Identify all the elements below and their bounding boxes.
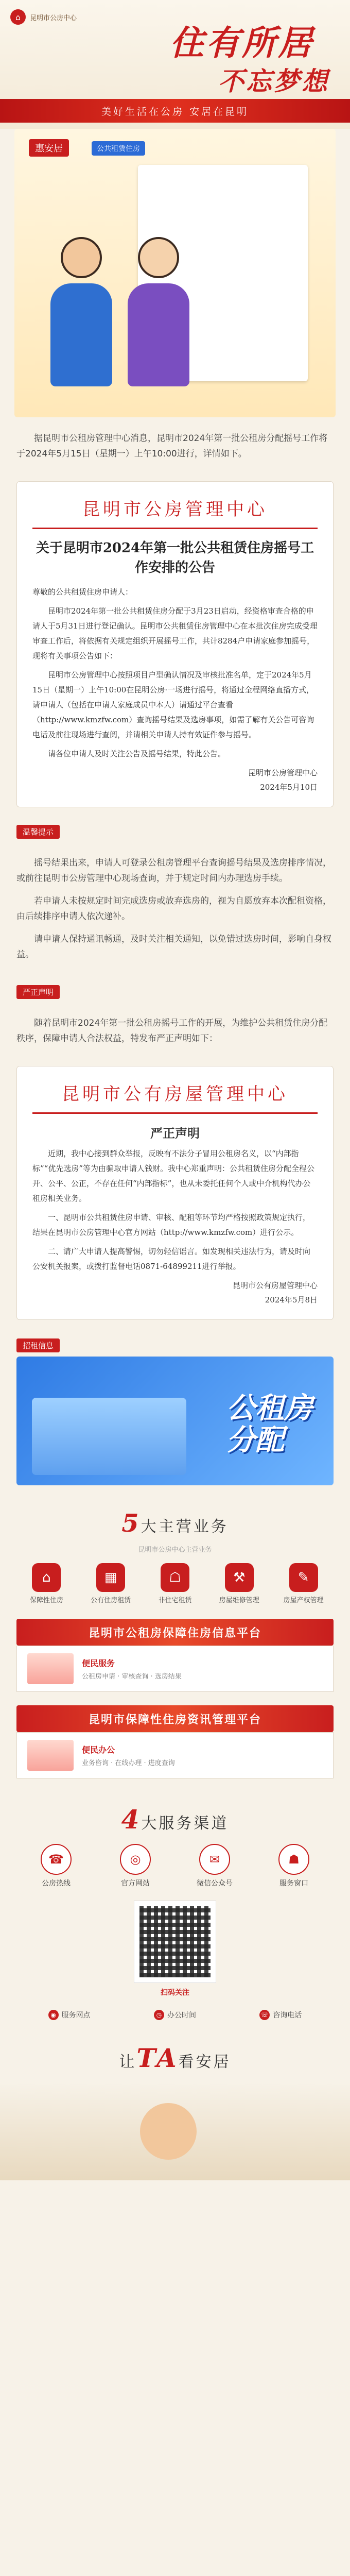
counter-icon: ☗	[278, 1844, 309, 1875]
intro-section	[0, 417, 350, 474]
tips-paragraph: 若申请人未按规定时间完成选房或放弃选房的，视为自愿放弃本次配租资格，由后续排序申请人依次递补。	[16, 896, 331, 922]
channel-item[interactable]	[266, 1844, 322, 1888]
service-item[interactable]	[21, 1563, 72, 1605]
declare-sign-org: 昆明市公有房屋管理中心	[232, 1281, 318, 1290]
channels-heading	[0, 1804, 350, 1835]
declare-lead	[0, 1002, 350, 1059]
footer-illustration	[0, 2082, 350, 2180]
slogan-line1: 住有所居	[170, 23, 314, 63]
promo-chip: 招租信息	[16, 1338, 60, 1352]
footer-prefix: 让	[119, 2053, 137, 2071]
footer-heading	[0, 2043, 350, 2073]
shop-icon: ☖	[161, 1563, 189, 1592]
tools-icon: ⚒	[225, 1563, 254, 1592]
channel-label: 公房热线	[42, 1879, 71, 1888]
platform-bar-2[interactable]: 昆明市保障性住房资讯管理平台	[16, 1705, 334, 1732]
chat-icon: ✉	[199, 1844, 230, 1875]
declare-sign-date: 2024年5月8日	[265, 1295, 318, 1304]
qr-label: 扫码关注	[161, 1989, 189, 1997]
platform-card-2[interactable]	[16, 1732, 334, 1778]
services-title: 大主营业务	[141, 1518, 229, 1536]
city-graphic	[32, 1398, 186, 1475]
service-label: 房屋维修管理	[219, 1597, 259, 1604]
banner-ribbon: 美好生活在公房 安居在昆明	[0, 99, 350, 123]
doc-icon: ✎	[289, 1563, 318, 1592]
tips-chip: 温馨提示	[16, 825, 60, 839]
platform-bar-1[interactable]: 昆明市公租房保障住房信息平台	[16, 1619, 334, 1646]
platform-title: 便民服务	[82, 1658, 115, 1668]
qr-code[interactable]	[134, 1901, 216, 1983]
notice-card	[16, 481, 334, 807]
logo-text: 昆明市公房中心	[30, 14, 77, 22]
location-icon: ◉	[48, 2010, 59, 2020]
home-icon: ⌂	[32, 1563, 61, 1592]
service-label: 公有住房租赁	[91, 1597, 131, 1604]
notice-paragraph: 昆明市2024年第一批公共租赁住房分配于3月23日启动，经资格审查合格的申请人于5月31日进行登记确认。昆明市公共租赁住房管理中心在本批次住房完成受理审查工作后，将依据有关规定组织开展摇号工作，共计8284户申请家庭参加摇号，现将有关事项公告如下：	[32, 606, 318, 660]
notice-title: 关于昆明市2024年第一批公共租赁住房摇号工作安排的公告	[36, 540, 314, 575]
services-subtitle: 昆明市公房中心主营业务	[138, 1546, 212, 1554]
hero-banner	[0, 0, 350, 129]
service-label: 非住宅租赁	[158, 1597, 192, 1604]
promo-line1: 公租房	[226, 1392, 313, 1425]
declare-org: 昆明市公有房屋管理中心	[32, 1080, 318, 1114]
footer-ta: TA	[136, 2043, 179, 2073]
notice-body	[32, 585, 318, 794]
mini-label: 咨询电话	[273, 2011, 302, 2020]
slogan-line2: 不忘梦想	[218, 66, 329, 96]
platform-thumbnail	[27, 1653, 74, 1684]
services-row	[14, 1563, 336, 1605]
mini-item[interactable]	[48, 2010, 91, 2020]
hand-graphic	[140, 2103, 197, 2160]
footer-suffix: 看安居	[178, 2053, 231, 2071]
platform-desc: 业务咨询 · 在线办理 · 进度查询	[82, 1759, 175, 1767]
service-label: 保障性住房	[29, 1597, 63, 1604]
notice-sign-date: 2024年5月10日	[260, 783, 318, 792]
building-icon: ▦	[96, 1563, 125, 1592]
declare-paragraph: 一、昆明市公共租赁住房申请、审核、配租等环节均严格按照政策规定执行，结果在昆明市公房管理中心官方网站（http://www.kmzfw.com）进行公示。	[32, 1213, 311, 1237]
mini-info-row	[16, 2010, 334, 2020]
tips-paragraph: 摇号结果出来，申请人可登录公租房管理平台查询摇号结果及选房排序情况，或前往昆明市公房管理中心现场查询，并于规定时间内办理选房手续。	[16, 858, 331, 884]
mini-item[interactable]	[259, 2010, 302, 2020]
declare-paragraph: 二、请广大申请人提高警惕，切勿轻信谣言。如发现相关违法行为，请及时向公安机关报案，或拨打监督电话0871-64899211进行举报。	[32, 1247, 311, 1271]
person-figure	[122, 237, 195, 402]
qr-section	[0, 1901, 350, 1997]
channel-item[interactable]	[107, 1844, 164, 1888]
service-item[interactable]	[278, 1563, 329, 1605]
platform-desc: 公租房申请 · 审核查询 · 选房结果	[82, 1673, 182, 1681]
channels-title: 大服务渠道	[141, 1815, 229, 1833]
channels-count: 4	[121, 1804, 142, 1835]
services-count: 5	[121, 1509, 141, 1538]
channel-item[interactable]	[186, 1844, 243, 1888]
promo-line2: 分配	[226, 1423, 284, 1457]
intro-paragraph: 据昆明市公租房管理中心消息，昆明市2024年第一批公租房分配摇号工作将于2024年5月15日（星期一）上午10:00进行，详情如下。	[16, 433, 328, 459]
mini-item[interactable]	[154, 2010, 196, 2020]
hotline-icon: ☏	[259, 2010, 270, 2020]
service-item[interactable]	[214, 1563, 265, 1605]
notice-sign-org: 昆明市公房管理中心	[248, 768, 318, 777]
illustration-tag: 惠安居	[29, 139, 69, 157]
person-figure	[45, 237, 117, 402]
declare-lead-paragraph: 随着昆明市2024年第一批公租房摇号工作的开展，为维护公共租赁住房分配秩序，保障申请人合法权益，特发布严正声明如下：	[16, 1018, 328, 1044]
clock-icon: ◷	[154, 2010, 164, 2020]
mini-label: 服务网点	[61, 2011, 91, 2020]
site-logo[interactable]	[10, 9, 77, 25]
tips-section	[0, 842, 350, 975]
platform-card-1[interactable]	[16, 1646, 334, 1692]
platform-thumbnail	[27, 1740, 74, 1771]
notice-paragraph: 请各位申请人及时关注公告及摇号结果，特此公告。	[48, 749, 226, 758]
illustration-subtag: 公共租赁住房	[92, 141, 145, 156]
service-label: 房屋产权管理	[283, 1597, 324, 1604]
declaration-card	[16, 1066, 334, 1320]
notice-org: 昆明市公房管理中心	[32, 495, 318, 529]
channel-item[interactable]	[28, 1844, 84, 1888]
declare-body	[32, 1146, 318, 1307]
mini-label: 办公时间	[167, 2011, 196, 2020]
promo-text	[226, 1393, 313, 1456]
declare-chip: 严正声明	[16, 985, 60, 999]
phone-icon: ☎	[41, 1844, 72, 1875]
service-item[interactable]	[149, 1563, 201, 1605]
platform-title: 便民办公	[82, 1745, 115, 1755]
declare-paragraph: 近期，我中心接到群众举报，反映有不法分子冒用公租房名义，以“内部指标”“优先选房”等为由骗取申请人钱财。我中心郑重声明：公共租赁住房分配全程公开、公平、公正，不存在任何“内部指标”，也从未委托任何个人或中介机构代办公租房相关业务。	[32, 1149, 315, 1203]
web-icon: ◎	[120, 1844, 151, 1875]
channel-label: 官方网站	[121, 1879, 150, 1888]
channel-label: 微信公众号	[197, 1879, 233, 1888]
declare-title: 严正声明	[150, 1126, 200, 1141]
promo-banner[interactable]	[16, 1357, 334, 1485]
notice-greeting: 尊敬的公共租赁住房申请人：	[32, 587, 133, 597]
notice-paragraph: 昆明市公房管理中心按照项目户型确认情况及审核批准名单，定于2024年5月15日（星期一）上午10:00在昆明公房·一场进行摇号，将通过全程网络直播方式，请申请人（包括在申请人家庭成员中本人）请通过平台查看（http://www.kmzfw.com）查询摇号结果及选房事项，如需了解有关公告可咨询电话及前往现场进行查阅，并请相关申请人持有效证件参与摇号。	[32, 670, 314, 739]
channel-label: 服务窗口	[279, 1879, 308, 1888]
channels-row	[16, 1844, 334, 1888]
service-item[interactable]	[85, 1563, 136, 1605]
hero-illustration	[14, 129, 336, 417]
tips-paragraph: 请申请人保持通讯畅通，及时关注相关通知，以免错过选房时间，影响自身权益。	[16, 934, 331, 960]
services-heading	[0, 1509, 350, 1538]
building-icon: ⌂	[10, 9, 26, 25]
